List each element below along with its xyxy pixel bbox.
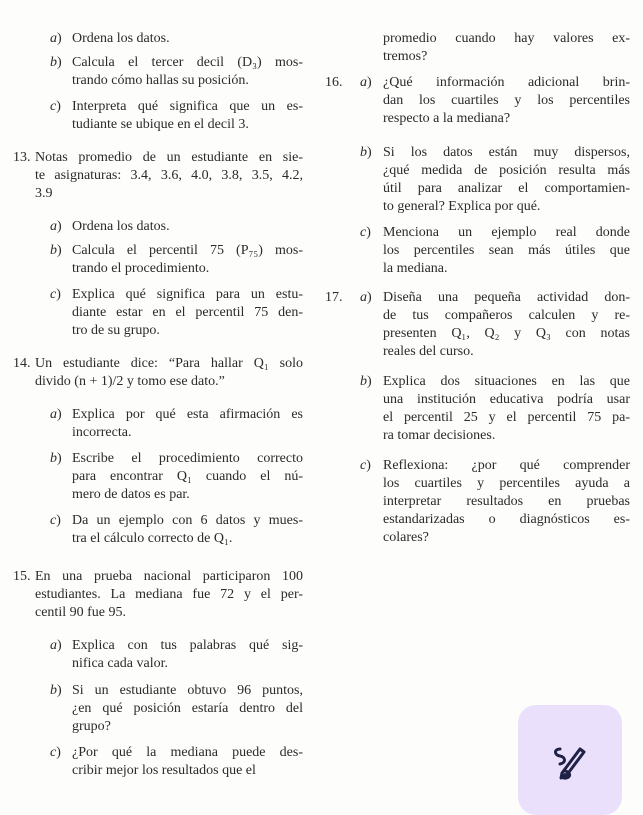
label-paren: ) [56,513,61,528]
label-paren: ) [57,55,62,70]
label-paren: ) [367,290,372,305]
sub-question-label [50,286,61,304]
text-line: Menciona un ejemplo real donde [383,225,630,240]
text-line: presenten Q₁, Q₂ y Q₃ con notas [383,326,630,341]
question-text [383,373,630,445]
sub-question-label [360,373,372,391]
question-text [383,289,630,361]
label-letter: a [50,638,57,653]
label-paren: ) [366,225,371,240]
sub-question-label [50,512,61,530]
text-line: tro de su grupo. [72,323,160,338]
question-text [383,457,630,547]
question-text [72,286,303,340]
label-paren: ) [57,451,62,466]
text-line: grupo? [72,719,111,734]
sub-question-label [50,682,62,700]
label-letter: c [50,99,57,114]
sub-question-label [50,218,62,236]
text-line: útil para analizar el comportamien- [383,181,630,196]
text-line: una institución educativa podría usar [383,392,630,407]
exercise-number: 16. [325,75,343,90]
text-line: dan los cuartiles y los percentiles [383,93,630,108]
sub-question-label [50,98,61,116]
text-line: Un estudiante dice: “Para hallar Q₁ solo [35,356,303,371]
text-line: Explica qué significa para un estu- [72,287,303,302]
text-line: Reflexiona: ¿por qué comprender [383,458,630,473]
text-line: ¿Qué información adicional brin- [383,75,630,90]
text-line: trando el procedimiento. [72,261,210,276]
text-line: trando cómo hallas su posición. [72,73,249,88]
question-text [72,637,303,673]
question-text [72,450,303,504]
question-text [383,74,630,128]
sub-question-label [360,457,371,475]
text-line: Calcula el percentil 75 (P₇₅) mos- [72,243,303,258]
text-line: respecto a la mediana? [383,111,511,126]
text-line: tra el cálculo correcto de Q₁. [72,531,233,546]
text-line: te asignaturas: 3.4, 3.6, 4.0, 3.8, 3.5, 4.2, [35,168,303,183]
text-line: Notas promedio de un estudiante en sie- [35,150,303,165]
sub-question-label [50,406,62,424]
text-line: cribir mejor los resultados que el [72,763,256,778]
text-line: colares? [383,530,429,545]
sub-question-label [50,450,62,468]
label-letter: a [50,219,57,234]
sub-question-label [50,242,62,260]
question-text [72,54,303,90]
label-paren: ) [56,745,61,760]
exercise-number: 14. [13,356,31,371]
label-letter: a [50,31,57,46]
text-line: Diseña una pequeña actividad don- [383,290,630,305]
label-letter: c [50,513,57,528]
question-text [35,568,303,622]
question-text [72,744,303,780]
text-line: Da un ejemplo con 6 datos y mues- [72,513,303,528]
label-paren: ) [367,145,372,160]
label-letter: a [360,290,367,305]
text-line: tremos? [383,49,428,64]
label-letter: b [50,451,57,466]
label-letter: c [50,287,57,302]
exercise-number: 15. [13,569,31,584]
label-paren: ) [57,407,62,422]
label-paren: ) [57,219,62,234]
question-text [35,355,303,391]
text-line: Si los datos están muy dispersos, [383,145,630,160]
sub-question-label [360,74,372,92]
sub-question-label [360,144,372,162]
text-line: los cuartiles y percentiles ayuda a [383,476,630,491]
handwriting-button[interactable] [518,705,622,815]
label-letter: b [360,374,367,389]
text-line: para encontrar Q₁ cuando el nú- [72,469,303,484]
text-line: Explica dos situaciones en las que [383,374,630,389]
label-letter: b [360,145,367,160]
label-letter: c [360,458,367,473]
question-text [72,98,303,134]
text-line: promedio cuando hay valores ex- [383,31,630,46]
sub-question-label [360,224,371,242]
text-line: estudiantes. La mediana fue 72 y el per- [35,587,303,602]
label-paren: ) [57,31,62,46]
exercise-number: 17. [325,290,343,305]
question-text [72,406,303,442]
pen-squiggle-icon [552,743,588,783]
label-paren: ) [366,458,371,473]
text-line: interpretar resultados en pruebas [383,494,630,509]
text-line: Ordena los datos. [72,219,170,234]
text-line: los percentiles sean más útiles que [383,243,630,258]
text-line: el percentil 25 y el percentil 75 pa- [383,410,630,425]
label-paren: ) [57,683,62,698]
sub-question-label [50,54,62,72]
label-letter: a [360,75,367,90]
sub-question-label [360,289,372,307]
question-text [72,242,303,278]
label-letter: b [50,683,57,698]
text-line: de tus compañeros calculen y re- [383,308,630,323]
text-line: Interpreta qué significa que un es- [72,99,303,114]
text-line: estandarizadas o diagnósticos es- [383,512,630,527]
question-text [72,30,303,48]
question-text [72,218,303,236]
label-letter: b [50,243,57,258]
label-letter: c [50,745,57,760]
text-line: ra tomar decisiones. [383,428,496,443]
text-line: Explica por qué esta afirmación es [72,407,303,422]
text-line: Si un estudiante obtuvo 96 puntos, [72,683,303,698]
label-paren: ) [57,638,62,653]
text-line: Ordena los datos. [72,31,170,46]
sub-question-label [50,30,62,48]
text-line: reales del curso. [383,344,474,359]
sub-question-label [50,744,61,762]
text-line: ¿Por qué la mediana puede des- [72,745,303,760]
exercise-number: 13. [13,150,31,165]
label-paren: ) [367,374,372,389]
text-line: Explica con tus palabras qué sig- [72,638,303,653]
text-line: Calcula el tercer decil (D₃) mos- [72,55,303,70]
label-letter: c [360,225,367,240]
question-text [383,30,630,66]
text-line: tudiante se ubique en el decil 3. [72,117,249,132]
text-line: to general? Explica por qué. [383,199,541,214]
question-text [72,512,303,548]
text-line: diante estar en el percentil 75 den- [72,305,303,320]
text-line: ¿qué medida de posición resulta más [383,163,630,178]
text-line: nifica cada valor. [72,656,169,671]
text-line: incorrecta. [72,425,132,440]
text-line: divido (n + 1)/2 y tomo ese dato.” [35,374,225,389]
question-text [383,144,630,216]
label-letter: a [50,407,57,422]
text-line: ¿en qué posición estaría dentro del [72,701,303,716]
label-paren: ) [56,287,61,302]
text-line: mero de datos es par. [72,487,190,502]
question-text [35,149,303,203]
question-text [72,682,303,736]
sub-question-label [50,637,62,655]
text-line: Escribe el procedimiento correcto [72,451,303,466]
label-paren: ) [57,243,62,258]
text-line: la mediana. [383,261,448,276]
text-line: centil 90 fue 95. [35,605,126,620]
text-line: 3.9 [35,186,53,201]
label-paren: ) [367,75,372,90]
label-letter: b [50,55,57,70]
question-text [383,224,630,278]
text-line: En una prueba nacional participaron 100 [35,569,303,584]
label-paren: ) [56,99,61,114]
